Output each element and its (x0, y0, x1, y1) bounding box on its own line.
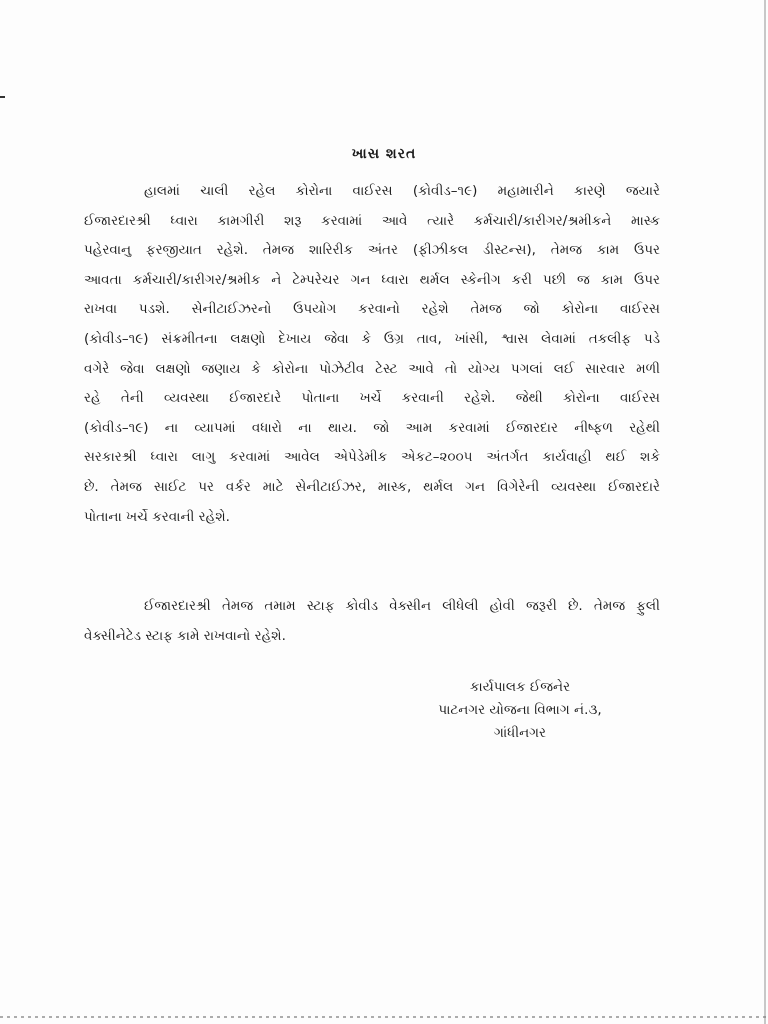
signature-block (370, 676, 670, 745)
paragraph-covid-conditions (84, 177, 660, 532)
paragraph-line: આવતા કર્મચારી/કારીગર/શ્રમીક ને ટેમ્પરેચર ગન ધ્વારા થર્મલ સ્કેનીગ કરી પછી જ કામ ઉપર (84, 271, 660, 288)
paragraph-line: (કોવીડ–૧૯) સંક્રમીતના લક્ષણો દેખાય જેવા કે ઉગ્ર તાવ, ખાંસી, શ્વાસ લેવામાં તકલીફ પડે (84, 330, 660, 347)
paragraph-line: (કોવીડ–૧૯) ના વ્યાપમાં વધારો ના થાય. જો આમ કરવામાં ઈજારદાર નીષ્ફળ રહેથી (84, 419, 660, 436)
scan-bottom-noise (0, 1016, 768, 1018)
scan-edge-mark (0, 96, 5, 98)
signature-office: પાટનગર યોજના વિભાગ નં.૩, (438, 702, 602, 718)
paragraph-line: છે. તેમજ સાઈટ પર વર્કર માટે સેનીટાઈઝર, માસ્ક, થર્મલ ગન વિગેરેની વ્યવસ્થા ઈજારદારે (84, 478, 660, 495)
paragraph-line: રહે તેની વ્યવસ્થા ઈજારદારે પોતાના ખર્ચે કરવાની રહેશે. જેથી કોરોના વાઈરસ (84, 390, 660, 407)
paragraph-line: રાખવા પડશે. સેનીટાઈઝરનો ઉપયોગ કરવાનો રહેશે તેમજ જો કોરોના વાઈરસ (84, 301, 660, 318)
paragraph-line: ઈજારદારશ્રી તેમજ તમામ સ્ટાફ કોવીડ વેક્સીન લીધેલી હોવી જરૂરી છે. તેમજ ફુલી (144, 598, 660, 614)
signature-city: ગાંધીનગર (493, 725, 546, 741)
paragraph-line: પહેરવાનુ ફરજીયાત રહેશે. તેમજ શારિરીક અંતર (ફીઝીકલ ડીસ્ટન્સ), તેમજ કામ ઉપર (84, 242, 660, 259)
paragraph-line: વેક્સીનેટેડ સ્ટાફ કામે રાખવાનો રહેશે. (84, 627, 286, 644)
document-title: ખાસ શરત (351, 146, 417, 162)
paragraph-line: સરકારશ્રી ધ્વારા લાગુ કરવામાં આવેલ એપેડેમીક એકટ–૨૦૦૫ અંતર્ગત કાર્યવાહી થઈ શકે (84, 449, 660, 466)
paragraph-vaccination (84, 592, 660, 651)
paragraph-line: ઈજારદારશ્રી ધ્વારા કામગીરી શરૂ કરવામાં આવે ત્યારે કર્મચારી/કારીગર/શ્રમીકને માસ્ક (84, 212, 660, 229)
paragraph-line: હાલમાં ચાલી રહેલ કોરોના વાઈરસ (કોવીડ–૧૯) મહામારીને કારણે જયારે (144, 183, 660, 199)
paragraph-line: પોતાના ખર્ચે કરવાની રહેશે. (84, 508, 230, 525)
signature-designation: કાર્યપાલક ઈજનેર (469, 679, 571, 695)
paragraph-line: વગેરે જેવા લક્ષણો જણાય કે કોરોના પોઝેટીવ ટેસ્ટ આવે તો યોગ્ય પગલાં લઈ સારવાર મળી (84, 360, 660, 377)
